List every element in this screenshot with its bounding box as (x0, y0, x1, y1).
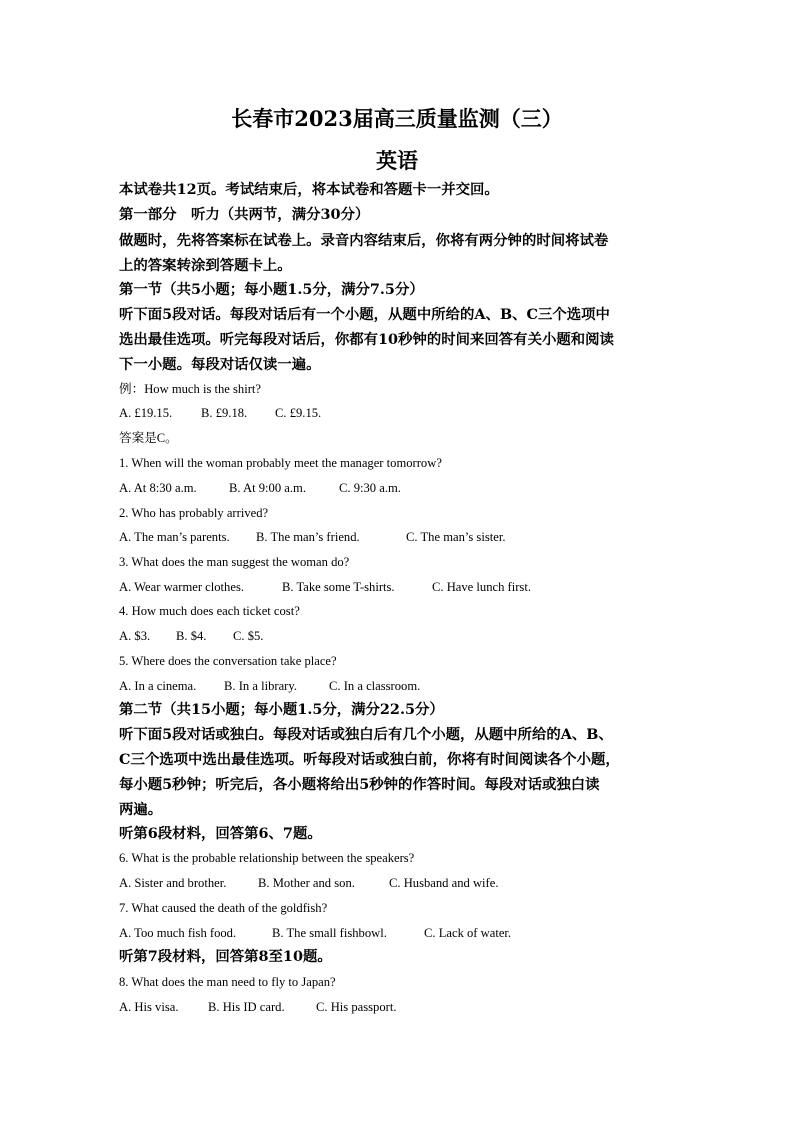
option: C. The man’s sister. (406, 530, 506, 544)
question-options (119, 925, 679, 941)
question-options (119, 628, 679, 644)
option: B. The small fishbowl. (272, 926, 387, 940)
option: C. Lack of water. (424, 926, 512, 940)
section1-heading: 第一节（共5小题；每小题1.5分，满分7.5分） (119, 281, 424, 298)
question-text: 7. What caused the death of the goldfish? (119, 901, 328, 915)
material-heading: 听第6段材料，回答第6、7题。 (119, 825, 322, 842)
intro-note: 本试卷共12页。考试结束后，将本试卷和答题卡一并交回。 (119, 181, 499, 198)
option: A. $3. (119, 629, 151, 643)
option: C. Have lunch first. (432, 580, 531, 594)
option: A. £19.15. (119, 406, 173, 420)
question-text: 1. When will the woman probably meet the manager tomorrow? (119, 456, 442, 470)
section1-instruction-line: 下一小题。每段对话仅读一遍。 (119, 356, 321, 373)
section2-instruction-line: 两遍。 (119, 801, 163, 818)
option: B. His ID card. (208, 1000, 285, 1014)
example-question: 例：How much is the shirt? (119, 382, 262, 396)
option: B. Mother and son. (258, 876, 355, 890)
example-options (119, 405, 679, 421)
section1-instruction-line: 选出最佳选项。听完每段对话后，你都有10秒钟的时间来回答有关小题和阅读 (119, 331, 614, 348)
option: C. 9:30 a.m. (339, 481, 401, 495)
option: A. Wear warmer clothes. (119, 580, 244, 594)
exam-title: 长春市2023届高三质量监测（三） (231, 106, 563, 131)
section1-instruction-line: 听下面5段对话。每段对话后有一个小题，从题中所给的A、B、C三个选项中 (119, 306, 610, 323)
question-options (119, 529, 679, 545)
option: B. At 9:00 a.m. (229, 481, 306, 495)
part1-instruction-line: 上的答案转涂到答题卡上。 (119, 257, 292, 274)
option: A. Too much fish food. (119, 926, 237, 940)
option: B. $4. (176, 629, 207, 643)
option: C. His passport. (316, 1000, 397, 1014)
part1-heading: 第一部分 听力（共两节，满分30分） (119, 206, 370, 223)
option: A. In a cinema. (119, 679, 197, 693)
option: A. The man’s parents. (119, 530, 230, 544)
option: B. Take some T-shirts. (282, 580, 395, 594)
question-text: 6. What is the probable relationship between the speakers? (119, 851, 415, 865)
question-options (119, 875, 679, 891)
option: B. £9.18. (201, 406, 248, 420)
option: C. In a classroom. (329, 679, 421, 693)
material-heading: 听第7段材料，回答第8至10题。 (119, 948, 332, 965)
section2-instruction-line: 每小题5秒钟；听完后，各小题将给出5秒钟的作答时间。每段对话或独白读 (119, 776, 600, 793)
option: C. Husband and wife. (389, 876, 499, 890)
example-answer: 答案是C。 (119, 431, 178, 445)
section2-heading: 第二节（共15小题；每小题1.5分，满分22.5分） (119, 701, 444, 718)
question-text: 8. What does the man need to fly to Japan? (119, 975, 336, 989)
section2-instruction-line: C三个选项中选出最佳选项。听每段对话或独白前，你将有时间阅读各个小题， (119, 751, 620, 768)
section2-instruction-line: 听下面5段对话或独白。每段对话或独白后有几个小题，从题中所给的A、B、 (119, 726, 613, 743)
option: A. Sister and brother. (119, 876, 227, 890)
option: A. At 8:30 a.m. (119, 481, 197, 495)
question-options (119, 999, 679, 1015)
part1-instruction-line: 做题时，先将答案标在试卷上。录音内容结束后，你将有两分钟的时间将试卷 (119, 232, 609, 249)
question-text: 2. Who has probably arrived? (119, 506, 269, 520)
option: A. His visa. (119, 1000, 179, 1014)
option: B. In a library. (224, 679, 297, 693)
question-options (119, 480, 679, 496)
question-text: 3. What does the man suggest the woman do? (119, 555, 350, 569)
question-text: 4. How much does each ticket cost? (119, 604, 300, 618)
option: C. $5. (233, 629, 264, 643)
question-options (119, 579, 679, 595)
question-options (119, 678, 679, 694)
exam-subject: 英语 (376, 148, 418, 173)
question-text: 5. Where does the conversation take place? (119, 654, 337, 668)
option: C. £9.15. (275, 406, 322, 420)
option: B. The man’s friend. (256, 530, 360, 544)
